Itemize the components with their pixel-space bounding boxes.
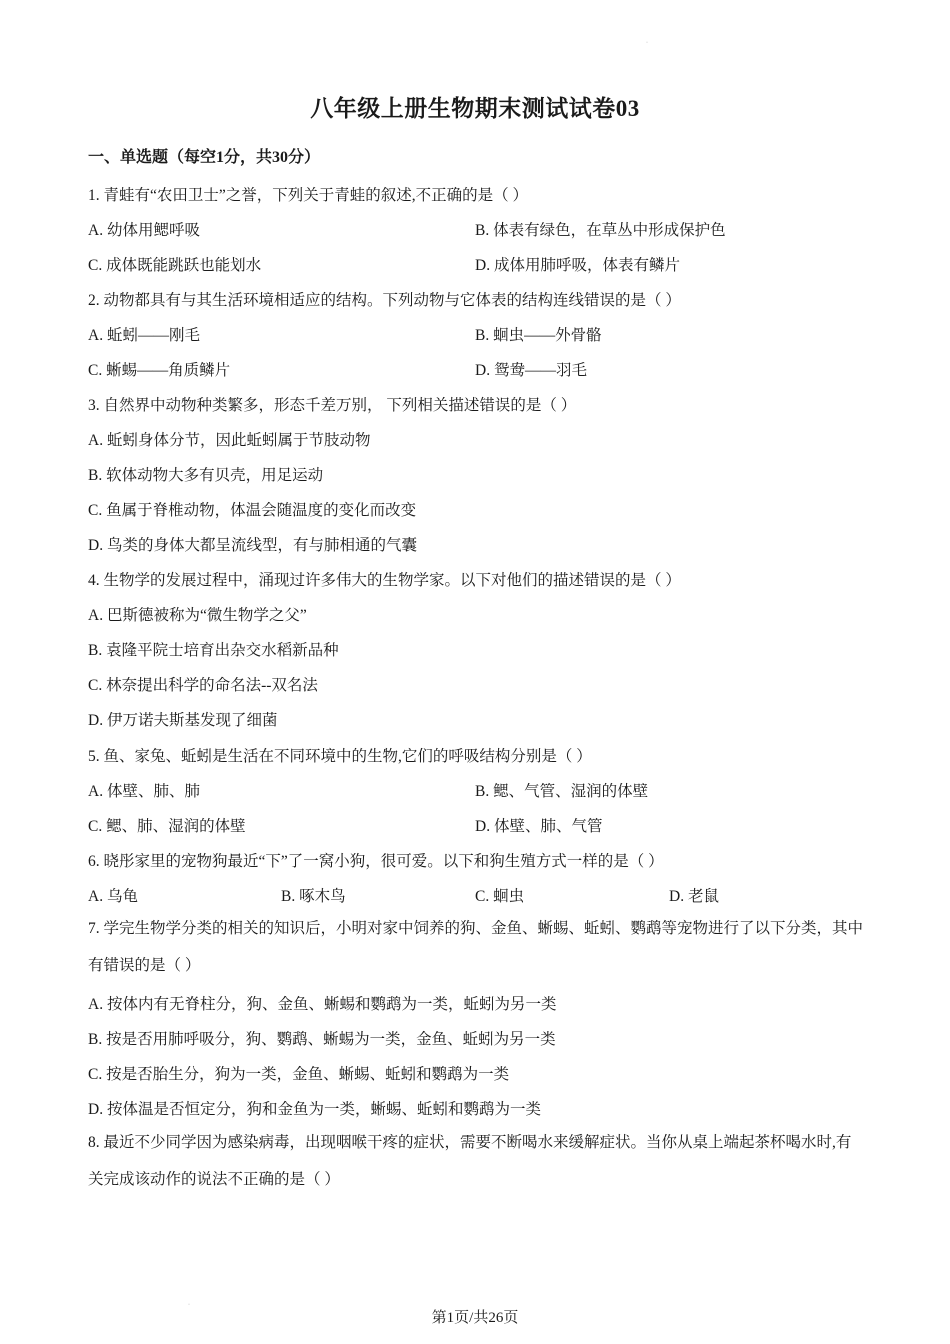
option-5d: D. 体壁、肺、气管 [475,818,603,835]
decorative-dot: · [646,40,648,46]
option-5b: B. 鳃、气管、湿润的体壁 [475,783,649,800]
question-1: 1. 青蛙有“农田卫士”之誉，下列关于青蛙的叙述,不正确的是（ ） [88,187,529,204]
question-8: 8. 最近不少同学因为感染病毒，出现咽喉干疼的症状，需要不断喝水来缓解症状。当你从桌上端起茶杯喝水时,有关完成该动作的说法不正确的是（ ） [88,1134,852,1188]
option-6d: D. 老鼠 [669,888,719,905]
question-4: 4. 生物学的发展过程中，涌现过许多伟大的生物学家。以下对他们的描述错误的是（ ） [88,572,681,589]
question-2: 2. 动物都具有与其生活环境相适应的结构。下列动物与它体表的结构连线错误的是（ ） [88,292,681,309]
option-7c: C. 按是否胎生分，狗为一类，金鱼、蜥蜴、蚯蚓和鹦鹉为一类 [88,1066,510,1083]
option-1c: C. 成体既能跳跃也能划水 [88,257,262,274]
option-4d: D. 伊万诺夫斯基发现了细菌 [88,712,278,729]
option-6a: A. 乌龟 [88,888,138,905]
option-6b: B. 啄木鸟 [281,888,346,905]
option-6c: C. 蛔虫 [475,888,525,905]
option-4a: A. 巴斯德被称为“微生物学之父” [88,607,307,624]
option-4b: B. 袁隆平院士培育出杂交水稻新品种 [88,642,339,659]
page-title: 八年级上册生物期末测试试卷03 [310,96,640,121]
question-7: 7. 学完生物学分类的相关的知识后，小明对家中饲养的狗、金鱼、蜥蜴、蚯蚓、鹦鹉等宠物进行了以下分类，其中有错误的是（ ） [88,920,864,974]
option-1d: D. 成体用肺呼吸，体表有鳞片 [475,257,680,274]
page-footer: 第1页/共26页 [431,1310,519,1326]
option-1b: B. 体表有绿色，在草丛中形成保护色 [475,222,726,239]
option-2d: D. 鸳鸯——羽毛 [475,362,587,379]
option-1a: A. 幼体用鳃呼吸 [88,222,200,239]
option-2c: C. 蜥蜴——角质鳞片 [88,362,231,379]
option-7a: A. 按体内有无脊柱分，狗、金鱼、蜥蜴和鹦鹉为一类，蚯蚓为另一类 [88,996,557,1013]
option-3b: B. 软体动物大多有贝壳，用足运动 [88,467,324,484]
question-5: 5. 鱼、家兔、蚯蚓是生活在不同环境中的生物,它们的呼吸结构分别是（ ） [88,748,592,765]
option-5c: C. 鳃、肺、湿润的体壁 [88,818,246,835]
section-heading: 一、单选题（每空1分，共30分） [88,149,321,166]
decorative-dot: · [188,1302,190,1308]
option-5a: A. 体壁、肺、肺 [88,783,200,800]
option-7b: B. 按是否用肺呼吸分，狗、鹦鹉、蜥蜴为一类，金鱼、蚯蚓为另一类 [88,1031,556,1048]
option-2b: B. 蛔虫——外骨骼 [475,327,602,344]
question-3: 3. 自然界中动物种类繁多，形态千差万别， 下列相关描述错误的是（ ） [88,397,577,414]
option-7d: D. 按体温是否恒定分，狗和金鱼为一类，蜥蜴、蚯蚓和鹦鹉为一类 [88,1101,541,1118]
option-4c: C. 林奈提出科学的命名法--双名法 [88,677,318,694]
option-3a: A. 蚯蚓身体分节，因此蚯蚓属于节肢动物 [88,432,371,449]
option-3c: C. 鱼属于脊椎动物，体温会随温度的变化而改变 [88,502,417,519]
option-2a: A. 蚯蚓——刚毛 [88,327,200,344]
option-3d: D. 鸟类的身体大都呈流线型，有与肺相通的气囊 [88,537,417,554]
question-6: 6. 晓彤家里的宠物狗最近“下”了一窝小狗，很可爱。以下和狗生殖方式一样的是（ ） [88,853,664,870]
